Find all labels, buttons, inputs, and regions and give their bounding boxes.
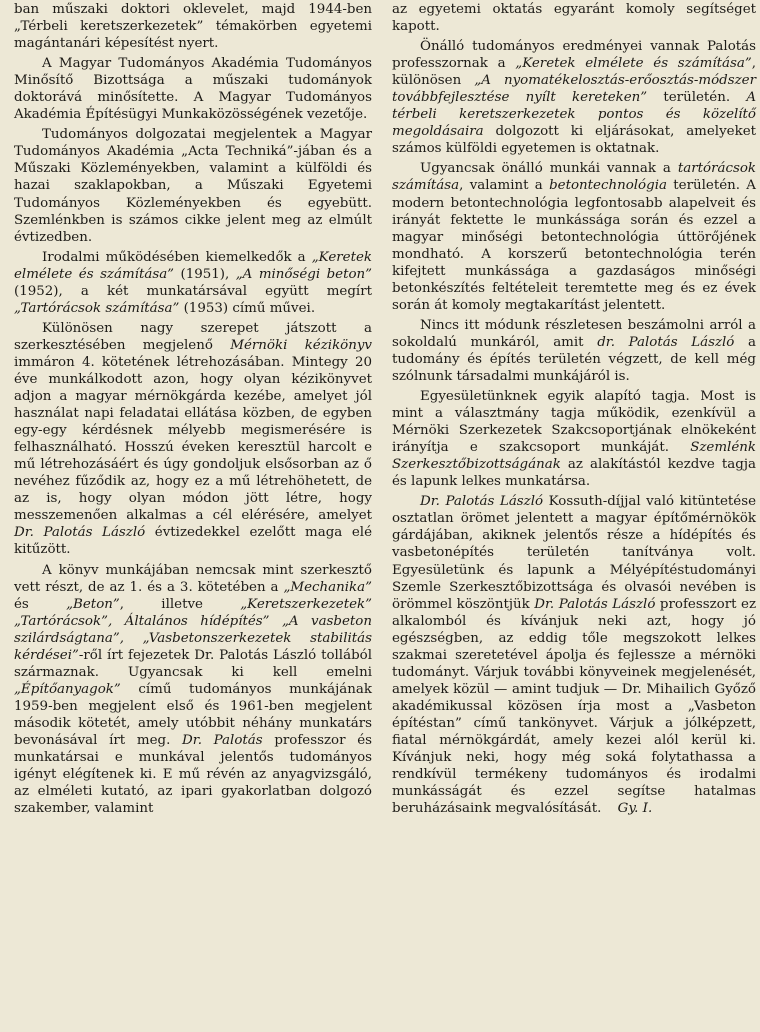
text-run: Egyesületünknek egyik alapító tagja. Most is mint a választmány tagja működik, ezenkívül a Mérnöki Szerkezetek Szakcsoportjának elnökeként irányítja e szakcsoport munkáját. xyxy=(392,389,756,456)
text-run: Nincs itt módunk részletesen beszámolni arról a sokoldalú munkáról, amit xyxy=(392,317,756,350)
paragraph xyxy=(14,320,372,559)
paragraph xyxy=(392,317,756,385)
italic-text-run: betontechnológia xyxy=(549,178,667,194)
text-run: , különösen xyxy=(392,56,756,89)
italic-text-run: „Tartórácsok számítása” xyxy=(14,300,180,316)
paragraph xyxy=(392,493,756,817)
text-run: és xyxy=(14,596,67,612)
author-signature: Gy. I. xyxy=(617,801,653,817)
paragraph xyxy=(392,1,756,35)
paragraph xyxy=(14,55,372,123)
text-run: professzor és munkatársai e munkával jelentős tudományos igényt elégítenek ki. E mű révén az anyagvizsgáló, az elméleti kutató, az ipari gyakorlatban dolgozó szakember, valamint xyxy=(14,732,372,817)
text-run: A könyv munkájában nemcsak mint szerkesztő vett részt, de az 1. és a 3. kötetében a xyxy=(14,562,372,595)
italic-text-run: „Keretek elmélete és számítása” xyxy=(515,56,752,72)
italic-text-run: „Beton” xyxy=(66,596,120,612)
text-run: , valamint a xyxy=(459,178,550,194)
text-run: , illetve xyxy=(119,596,241,612)
text-run: Ugyancsak önálló munkái vannak a xyxy=(420,161,678,177)
italic-text-run: Mérnöki kézikönyv xyxy=(230,337,372,353)
text-run: Irodalmi működésében kiemelkedők a xyxy=(42,249,312,265)
italic-text-run: „Építőanyagok” xyxy=(14,681,121,697)
paragraph xyxy=(14,249,372,317)
text-run: dolgozott ki eljárásokat, amelyeket számos külföldi egyetemen is oktatnak. xyxy=(392,124,756,157)
text-run: az egyetemi oktatás egyaránt komoly segítséget kapott. xyxy=(392,2,756,35)
left-text-column xyxy=(14,1,372,820)
paragraph xyxy=(392,38,756,157)
paragraph xyxy=(14,562,372,818)
text-run: -ről írt fejezetek Dr. Palotás László tollából származnak. Ugyancsak ki kell emelni xyxy=(14,647,372,680)
paragraph xyxy=(392,160,756,313)
text-run: ban műszaki doktori oklevelet, majd 1944-ben „Térbeli keretszerkezetek” témakörben egyetemi magántanári képesítést nyert. xyxy=(14,2,372,52)
italic-text-run: Dr. Palotás xyxy=(182,732,263,748)
paragraph xyxy=(14,126,372,245)
italic-text-run: „A nyomatékelosztás-erőosztás-módszer továbbfejlesztése nyílt kereteken” xyxy=(392,73,756,106)
text-run: immáron 4. kötetének létrehozásában. Mintegy 20 éve munkálkodott azon, hogy olyan kézikönyvet adjon a magyar mérnökgárda kezébe, amelyet jól használat napi feladatai ellátása közben, de egyben egy-egy kérdésnek mélyebb megismerésére is felhasználható. Hosszú éveken keresztül harcolt e mű létrehozásáért és úgy gondoljuk elsősorban az ő nevéhez fűződik az, hogy ez a mű létrehöhetett, de az is, hogy olyan módon jött létre, hogy messzemenően alkalmas a cél elérésére, amelyet xyxy=(14,354,372,524)
paragraph xyxy=(392,388,756,490)
italic-text-run: „A minőségi beton” xyxy=(235,266,373,282)
text-run: Önálló tudományos eredményei vannak Palotás professzornak a xyxy=(392,39,756,72)
text-run: (1952), a két munkatársával együtt megírt xyxy=(14,283,372,299)
text-run: Különösen nagy szerepet játszott a szerkesztésében megjelenő xyxy=(14,320,372,353)
text-run: (1953) című művei. xyxy=(179,300,316,316)
text-run: (1951), xyxy=(174,266,236,282)
text-run: területén. xyxy=(647,90,747,106)
text-run: területén. A modern betontechnológia legfontosabb alapelveit és irányát fektette le munkássága során és ezzel a magyar minőségi betontechnológia úttörőjének mondható. A korszerű betontechnológia terén kifejtett munkássága a gazdaságos minőségi betonkészítés feltételeit teremtette meg és ez évek során át komoly megtakarítást jelentett. xyxy=(392,178,756,313)
italic-text-run: Dr. Palotás László xyxy=(14,525,146,541)
italic-text-run: „Keretszerkezetek” „Tartórácsok”, Általános hídépítés” „A vasbeton szilárdságtana”, „Vasbetonszerkezetek stabilitás kérdései” xyxy=(14,596,372,663)
text-run: A Magyar Tudományos Akadémia Tudományos Minősítő Bizottsága a műszaki tudományok doktorává minősítette. A Magyar Tudományos Akadémia Építésügyi Munkaközösségének vezetője. xyxy=(14,56,372,123)
italic-text-run: dr. Palotás László xyxy=(597,334,735,350)
text-run: évtizedekkel ezelőtt maga elé kitűzött. xyxy=(14,525,372,558)
italic-text-run: „Keretek elmélete és számítása” xyxy=(14,249,372,282)
italic-text-run: Szemlénk Szerkesztőbizottságának xyxy=(392,440,756,473)
text-run: Kossuth-díjjal való kitüntetése osztatlan örömet jelentett a magyar építőmérnökök gárdájában, akiknek jelentős része a hídépítés és vasbetonépítés területén tanítványa volt. Egyesületünk és lapunk a Mélyépítéstudományi Szemle Szerkesztőbizottsága és olvasói nevében is örömmel köszöntjük xyxy=(392,494,757,612)
italic-text-run: A térbeli keretszerkezetek pontos és közelítő megoldásaira xyxy=(392,90,756,140)
paragraph xyxy=(14,1,372,52)
text-run: című tudományos munkájának 1959-ben megjelent első és 1961-ben megjelent második kötetét, amely utóbbit néhány munkatárs bevonásával írt meg. xyxy=(14,681,372,748)
italic-text-run: Dr. Palotás László xyxy=(420,494,544,510)
text-run: az alakítástól kezdve tagja és lapunk lelkes munkatársa. xyxy=(392,457,756,490)
italic-text-run: Dr. Palotás László xyxy=(534,596,656,612)
text-run: professzort ez alkalomból és kívánjuk neki azt, hogy jó egészségben, az eddig tőle megszokott lelkes szakmai szeretetével ápolja és fejlessze a mérnöki tudományt. Várjuk további könyveinek megjelenését, amelyek közül — amint tudjuk — Dr. Mihailich Győző akadémikussal közösen írja most a „Vasbeton építéstan” című tankönyvet. Várjuk a jólképzett, fiatal mérnökgárdát, amely kezei alól kerül ki. Kívánjuk neki, hogy még soká folytathassa a rendkívül termékeny tudományos és irodalmi munkásságát és ezzel segítse hatalmas beruházásaink megvalósítását. xyxy=(392,596,756,817)
italic-text-run: „Mechanika” xyxy=(283,579,372,595)
italic-text-run: tartórácsok számítása xyxy=(392,161,756,194)
right-text-column xyxy=(392,1,756,820)
text-run: Tudományos dolgozatai megjelentek a Magyar Tudományos Akadémia „Acta Techniká”-jában és a Műszaki Közleményekben, valamint a külföldi és hazai szaklapokban, a Műszaki Egyetemi Tudományos Közleményekben és egyebütt. Szemlénkben is számos cikke jelent meg az elmúlt évtizedben. xyxy=(14,127,372,245)
text-run: a tudomány és építés területén végzett, de kell még szólnunk társadalmi munkájáról is. xyxy=(392,334,756,384)
